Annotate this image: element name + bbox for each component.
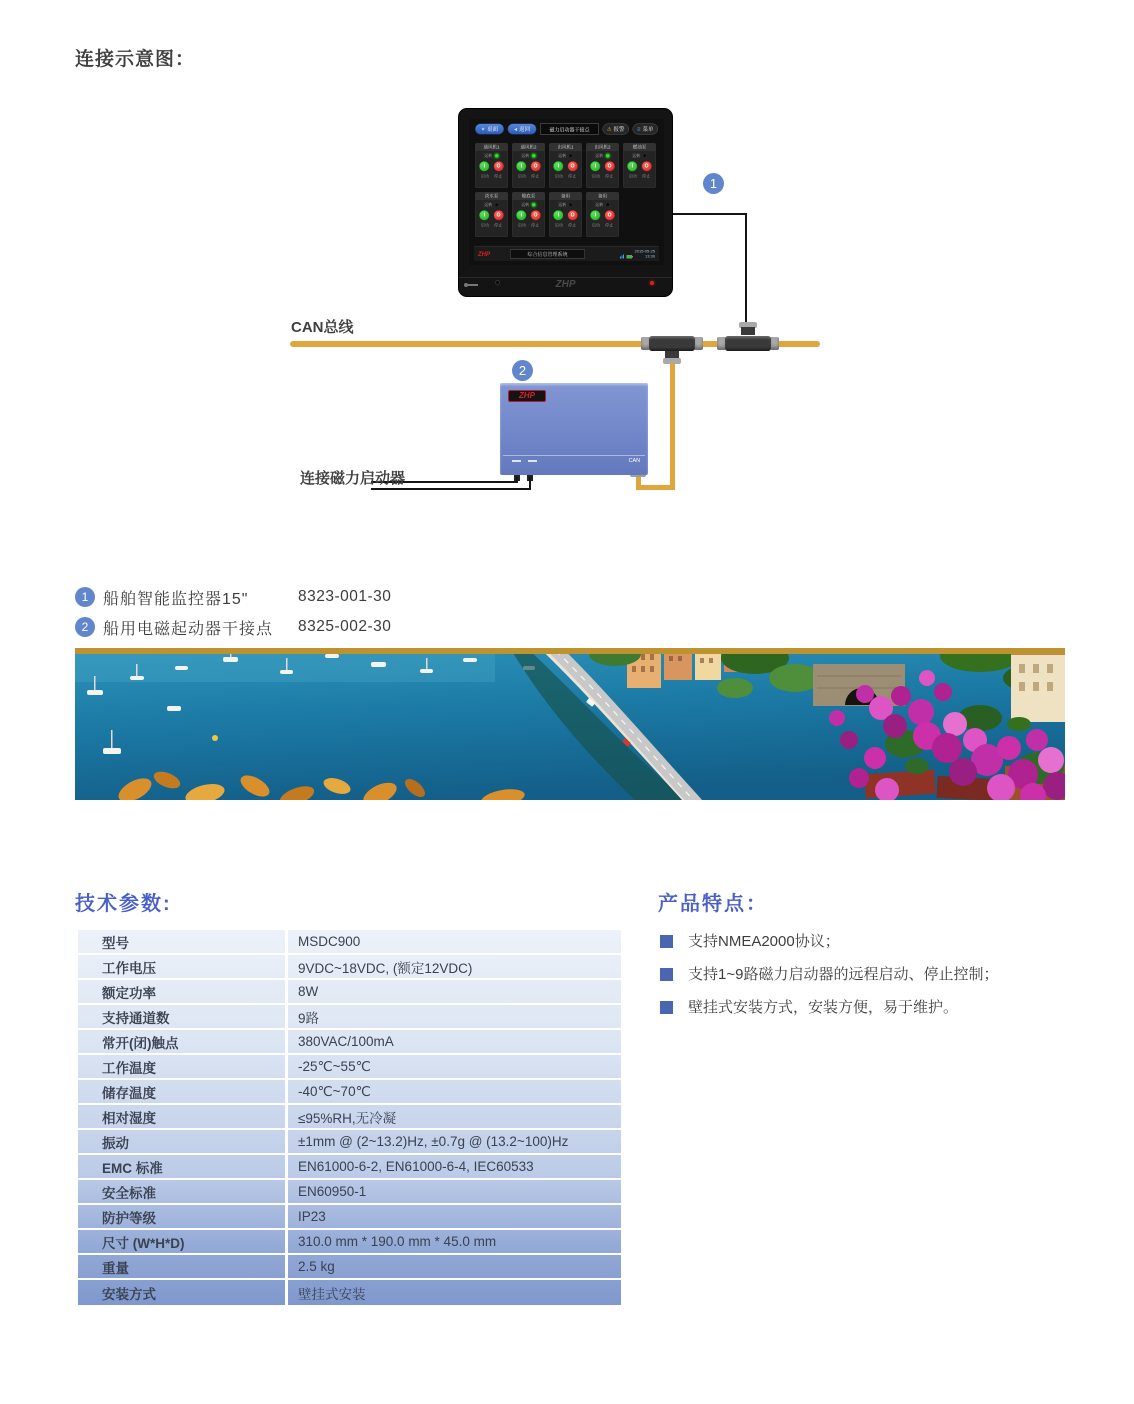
run-indicator: [494, 203, 499, 208]
spec-label: 储存温度: [102, 1085, 156, 1101]
feature-text: 支持NMEA2000协议；: [688, 933, 840, 950]
can-drop-wire-stub: [636, 477, 641, 487]
start-label: 启动: [554, 174, 563, 179]
spec-value: -40℃~70℃: [298, 1083, 371, 1099]
starter-panel: [623, 143, 656, 188]
run-indicator: [531, 154, 536, 159]
run-label: 运转: [521, 153, 530, 158]
starter-wire-label: 连接磁力启动器: [300, 470, 406, 487]
feature-item: [660, 932, 1080, 952]
features-list: [660, 932, 1080, 1031]
start-button: I: [516, 210, 527, 221]
spec-value: ≤95%RH,无冷凝: [298, 1110, 397, 1126]
start-button: I: [590, 210, 601, 221]
run-indicator: [568, 154, 573, 159]
ship-monitor-device: [458, 108, 673, 297]
legend-item-name: 船舶智能监控器15": [103, 590, 249, 608]
feature-text: 壁挂式安装方式，安装方便，易于维护。: [688, 999, 959, 1016]
spec-value: IP23: [298, 1209, 326, 1224]
spec-value: -25℃~55℃: [298, 1058, 371, 1074]
spec-row: [78, 1230, 621, 1255]
run-label: 运转: [558, 153, 567, 158]
screen-title: 磁力启动器干接点: [540, 124, 599, 135]
run-indicator: [605, 154, 610, 159]
spec-label: 尺寸 (W*H*D): [102, 1235, 185, 1251]
system-title: 综合信息管理系统: [510, 249, 585, 258]
datetime-display: 2015-05-25 13:30: [634, 249, 655, 259]
spec-label: 安全标准: [102, 1185, 156, 1201]
start-label: 启动: [480, 223, 489, 228]
specs-table: [78, 930, 621, 1305]
starter-panel: [586, 143, 619, 188]
legend-part-number: 8325-002-30: [298, 618, 392, 635]
legend-badge: 1: [75, 587, 95, 607]
bullet-square-icon: [660, 935, 673, 948]
starter-panel-grid: [475, 143, 659, 237]
run-label: 运转: [558, 202, 567, 207]
power-led: [650, 281, 654, 285]
spec-value: MSDC900: [298, 934, 361, 949]
device-brand-logo: ZHP: [508, 390, 546, 402]
stop-button: O: [641, 161, 652, 172]
stop-label: 停止: [605, 174, 614, 179]
stop-button: O: [604, 210, 615, 221]
panel-title: 舱底泵: [513, 193, 545, 201]
spec-row: [78, 980, 621, 1005]
run-indicator: [531, 203, 536, 208]
legend-part-number: 8323-001-30: [298, 588, 392, 605]
desktop-button: ★ 桌面: [475, 124, 504, 135]
spec-value: 8W: [298, 984, 319, 999]
back-button: ◀ 返回: [508, 124, 537, 135]
spec-row: [78, 1055, 621, 1080]
starter-panel: [475, 143, 508, 188]
run-label: 运转: [484, 202, 493, 207]
panel-title: 通风机1: [476, 144, 508, 152]
starter-panel: [549, 143, 582, 188]
spec-row: [78, 1280, 621, 1305]
spec-row: [78, 1005, 621, 1030]
battery-icon: [627, 255, 633, 259]
monitor-screen: [469, 119, 664, 265]
spec-value: 310.0 mm * 190.0 mm * 45.0 mm: [298, 1234, 497, 1249]
stop-label: 停止: [531, 174, 540, 179]
monitor-status-bar: [474, 246, 659, 261]
panel-title: 淡水泵: [476, 193, 508, 201]
specs-column-separator: [285, 930, 288, 1305]
spec-label: 额定功率: [102, 985, 156, 1001]
spec-label: 工作电压: [102, 960, 156, 976]
panel-title: 出风机2: [587, 144, 619, 152]
start-label: 启动: [480, 174, 489, 179]
stop-button: O: [530, 161, 541, 172]
run-label: 运转: [632, 153, 641, 158]
menu-button: ≡ 菜单: [632, 124, 658, 135]
spec-row: [78, 955, 621, 980]
starter-interface-device: [500, 383, 648, 475]
legend: [75, 582, 391, 642]
start-label: 启动: [628, 174, 637, 179]
legend-item: [75, 612, 391, 642]
relay-port-mark: [528, 460, 537, 462]
features-heading: 产品特点：: [658, 893, 768, 915]
spec-label: 安装方式: [102, 1286, 156, 1302]
start-label: 启动: [517, 174, 526, 179]
warning-icon: ⚠: [607, 126, 612, 132]
stop-label: 停止: [531, 223, 540, 228]
spec-label: 常开(闭)触点: [102, 1035, 179, 1051]
stop-label: 停止: [568, 223, 577, 228]
badge-1: 1: [703, 173, 724, 194]
bezel-brand-logo: ZHP: [555, 279, 576, 290]
start-label: 启动: [554, 223, 563, 228]
bullet-square-icon: [660, 1001, 673, 1014]
specs-heading: 技术参数:: [75, 893, 172, 915]
spec-value: 9VDC~18VDC, (额定12VDC): [298, 960, 473, 976]
panel-title: 燃油泵: [624, 144, 656, 152]
spec-value: EN61000-6-2, EN61000-6-4, IEC60533: [298, 1159, 534, 1174]
spec-label: 防护等级: [102, 1210, 156, 1226]
stop-label: 停止: [494, 174, 503, 179]
stop-button: O: [567, 161, 578, 172]
start-button: I: [553, 161, 564, 172]
stop-button: O: [493, 161, 504, 172]
spec-value: 9路: [298, 1010, 320, 1026]
spec-value: 380VAC/100mA: [298, 1034, 394, 1049]
stop-label: 停止: [568, 174, 577, 179]
alarm-button: ⚠ 报警: [603, 124, 629, 135]
starter-panel: [512, 192, 545, 237]
stop-button: O: [567, 210, 578, 221]
start-label: 启动: [517, 223, 526, 228]
star-icon: ★: [480, 126, 486, 132]
start-button: I: [479, 161, 490, 172]
run-label: 运转: [521, 202, 530, 207]
spec-row: [78, 1155, 621, 1180]
run-label: 运转: [595, 153, 604, 158]
signal-icon: [620, 254, 624, 258]
start-button: I: [516, 161, 527, 172]
spec-row: [78, 930, 621, 955]
spec-value: EN60950-1: [298, 1184, 367, 1199]
feature-text: 支持1~9路磁力启动器的远程启动、停止控制；: [688, 966, 999, 983]
run-label: 运转: [484, 153, 493, 158]
start-button: I: [590, 161, 601, 172]
starter-panel: [475, 192, 508, 237]
run-indicator: [494, 154, 499, 159]
spec-label: 型号: [102, 935, 129, 951]
panel-title: 通风机2: [513, 144, 545, 152]
spec-row: [78, 1105, 621, 1130]
starter-panel: [586, 192, 619, 237]
spec-label: 振动: [102, 1135, 129, 1151]
menu-icon: ≡: [636, 125, 641, 133]
brand-logo: ZHP: [478, 250, 490, 258]
panel-title: 出风机1: [550, 144, 582, 152]
run-indicator: [642, 154, 647, 159]
back-arrow-icon: ◀: [513, 126, 518, 132]
legend-item: [75, 582, 391, 612]
spec-value: ±1mm @ (2~13.2)Hz, ±0.7g @ (13.2~100)Hz: [298, 1134, 569, 1149]
stop-button: O: [530, 210, 541, 221]
run-indicator: [568, 203, 573, 208]
start-button: I: [479, 210, 490, 221]
spec-row: [78, 1255, 621, 1280]
badge-2: 2: [512, 360, 533, 381]
stop-label: 停止: [642, 174, 651, 179]
feature-item: [660, 998, 1080, 1018]
legend-badge: 2: [75, 617, 95, 637]
start-button: I: [553, 210, 564, 221]
start-button: I: [627, 161, 638, 172]
bullet-square-icon: [660, 968, 673, 981]
photo-top-stripe: [75, 648, 1065, 654]
spec-value: 壁挂式安装: [298, 1286, 366, 1302]
device-panel-line: [503, 455, 645, 456]
relay-port-mark: [512, 460, 521, 462]
spec-row: [78, 1180, 621, 1205]
stop-button: O: [493, 210, 504, 221]
spec-label: EMC 标准: [102, 1160, 163, 1176]
can-drop-wire: [670, 363, 675, 488]
can-drop-wire-horizontal: [636, 485, 675, 490]
start-label: 启动: [591, 223, 600, 228]
run-label: 运转: [595, 202, 604, 207]
stop-label: 停止: [494, 223, 503, 228]
spec-label: 工作温度: [102, 1060, 156, 1076]
spec-row: [78, 1080, 621, 1105]
spec-value: 2.5 kg: [298, 1259, 335, 1274]
start-label: 启动: [591, 174, 600, 179]
spec-row: [78, 1205, 621, 1230]
spec-label: 支持通道数: [102, 1010, 170, 1026]
panel-title: 备用: [550, 193, 582, 201]
starter-panel: [512, 143, 545, 188]
run-indicator: [605, 203, 610, 208]
monitor-screen-topbar: [475, 123, 658, 135]
coastal-scene-illustration: [75, 648, 1065, 800]
stop-label: 停止: [605, 223, 614, 228]
coastal-photo-banner: [75, 648, 1065, 800]
stop-button: O: [604, 161, 615, 172]
feature-item: [660, 965, 1080, 985]
panel-title: 备用: [587, 193, 619, 201]
monitor-can-wire: [673, 213, 747, 322]
spec-row: [78, 1030, 621, 1055]
spec-label: 相对湿度: [102, 1110, 156, 1126]
spec-label: 重量: [102, 1260, 129, 1276]
bezel-divider: [459, 277, 672, 278]
spec-row: [78, 1130, 621, 1155]
device-can-label: CAN: [628, 457, 640, 463]
connection-diagram-heading: 连接示意图：: [75, 49, 196, 70]
starter-panel: [549, 192, 582, 237]
can-bus-label: CAN总线: [291, 319, 354, 336]
legend-item-name: 船用电磁起动器干接点: [103, 620, 274, 638]
